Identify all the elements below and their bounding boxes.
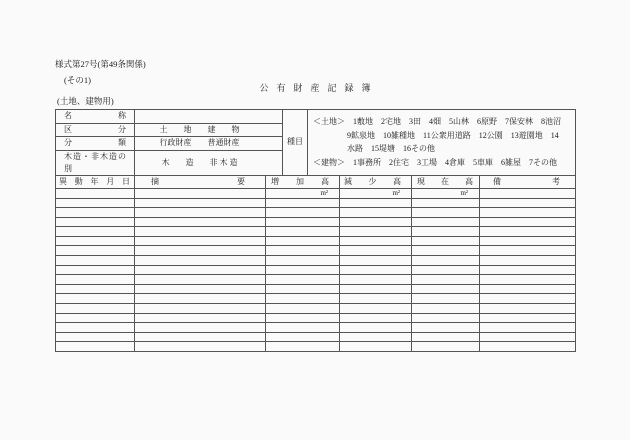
usage-note: (土地、建物用) <box>57 96 114 106</box>
record-cell-empty <box>412 198 480 208</box>
record-cell-empty <box>412 265 480 275</box>
record-cell-empty <box>135 313 266 323</box>
record-cell-empty <box>56 342 135 352</box>
col-balance: 現在高 <box>412 175 480 188</box>
record-cell-empty <box>266 217 340 227</box>
record-cell-empty <box>480 313 576 323</box>
record-cell-empty <box>412 332 480 342</box>
record-cell-empty <box>266 313 340 323</box>
record-cell-empty <box>480 294 576 304</box>
record-cell-empty <box>340 342 412 352</box>
category-label: 種目 <box>283 110 308 176</box>
category-legend <box>308 110 576 176</box>
record-row-empty <box>56 256 576 266</box>
record-cell-empty <box>56 284 135 294</box>
record-cell-empty <box>340 256 412 266</box>
property-info-table <box>55 109 576 176</box>
record-cell-empty <box>480 198 576 208</box>
col-change-date: 異動年月日 <box>56 175 135 188</box>
record-cell-empty <box>135 304 266 314</box>
record-row-empty <box>56 304 576 314</box>
tables-container <box>55 109 575 352</box>
construction-type-value: 木 造 非 木 造 <box>135 150 283 175</box>
division-value: 土 地 建 物 <box>135 123 283 137</box>
record-cell-empty <box>480 208 576 218</box>
record-cell-empty <box>266 332 340 342</box>
record-row-empty <box>56 208 576 218</box>
record-cell-empty <box>340 284 412 294</box>
record-row-empty <box>56 265 576 275</box>
record-row-empty <box>56 342 576 352</box>
record-cell-empty <box>340 198 412 208</box>
record-cell-empty <box>135 208 266 218</box>
record-cell-empty <box>340 236 412 246</box>
record-cell-empty <box>340 313 412 323</box>
record-row-empty <box>56 332 576 342</box>
record-cell-empty <box>340 323 412 333</box>
record-cell-empty <box>56 313 135 323</box>
record-cell-empty <box>480 342 576 352</box>
unit-row <box>56 188 576 198</box>
record-cell-empty <box>480 256 576 266</box>
record-cell-empty <box>135 246 266 256</box>
record-cell-empty <box>56 323 135 333</box>
record-cell-empty <box>135 294 266 304</box>
record-cell-empty <box>412 313 480 323</box>
record-cell-empty <box>56 236 135 246</box>
record-cell-empty <box>266 294 340 304</box>
construction-type-label: 木造・非木造の別 <box>56 150 135 175</box>
col-summary: 摘要 <box>135 175 266 188</box>
balance-unit: m² <box>412 188 480 198</box>
record-cell-empty <box>135 236 266 246</box>
record-cell-empty <box>135 342 266 352</box>
record-cell-empty <box>480 304 576 314</box>
record-cell-empty <box>480 323 576 333</box>
record-cell-empty <box>412 256 480 266</box>
record-row-empty <box>56 217 576 227</box>
record-cell-empty <box>480 332 576 342</box>
record-cell-empty <box>412 284 480 294</box>
record-cell-empty <box>56 332 135 342</box>
record-cell-empty <box>135 323 266 333</box>
document-title: 公有財産記録簿 <box>259 83 379 93</box>
record-cell-empty <box>135 284 266 294</box>
record-row-empty <box>56 294 576 304</box>
record-cell-empty <box>412 217 480 227</box>
record-cell-empty <box>412 275 480 285</box>
record-cell-empty <box>412 323 480 333</box>
unit-cell-empty-summary <box>135 188 266 198</box>
record-cell-empty <box>340 275 412 285</box>
record-cell-empty <box>412 304 480 314</box>
record-cell-empty <box>56 294 135 304</box>
record-cell-empty <box>266 323 340 333</box>
record-row-empty <box>56 198 576 208</box>
record-header-row <box>56 175 576 188</box>
record-cell-empty <box>412 294 480 304</box>
unit-cell-empty-remarks <box>480 188 576 198</box>
record-cell-empty <box>340 332 412 342</box>
record-cell-empty <box>135 217 266 227</box>
record-cell-empty <box>480 236 576 246</box>
record-cell-empty <box>340 304 412 314</box>
division-label: 区分 <box>56 123 135 137</box>
record-cell-empty <box>135 332 266 342</box>
record-cell-empty <box>266 198 340 208</box>
form-part-label: (その1) <box>64 75 91 85</box>
record-cell-empty <box>56 227 135 237</box>
land-legend-line-2: 9鉱泉地 10雑種地 11公衆用道路 12公園 13遊園地 14 <box>347 130 559 140</box>
col-remarks: 備考 <box>480 175 576 188</box>
record-row-empty <box>56 313 576 323</box>
record-cell-empty <box>480 284 576 294</box>
record-cell-empty <box>412 342 480 352</box>
land-legend-line-3: 水路 15堤塘 16その他 <box>347 144 435 154</box>
record-cell-empty <box>56 275 135 285</box>
record-cell-empty <box>340 294 412 304</box>
record-cell-empty <box>266 304 340 314</box>
building-legend-line: ＜建物＞ 1事務所 2住宅 3工場 4倉庫 5車庫 6雑屋 7その他 <box>313 157 557 167</box>
name-label: 名称 <box>56 110 135 124</box>
record-cell-empty <box>56 208 135 218</box>
record-cell-empty <box>266 227 340 237</box>
record-cell-empty <box>340 227 412 237</box>
record-cell-empty <box>135 275 266 285</box>
record-row-empty <box>56 275 576 285</box>
record-cell-empty <box>135 227 266 237</box>
record-cell-empty <box>480 227 576 237</box>
record-cell-empty <box>340 208 412 218</box>
record-cell-empty <box>412 227 480 237</box>
unit-cell-empty-date <box>56 188 135 198</box>
record-cell-empty <box>266 275 340 285</box>
classification-value: 行政財産 普通財産 <box>135 137 283 151</box>
record-cell-empty <box>266 236 340 246</box>
record-row-empty <box>56 236 576 246</box>
record-cell-empty <box>480 217 576 227</box>
record-cell-empty <box>266 256 340 266</box>
record-cell-empty <box>480 275 576 285</box>
record-cell-empty <box>266 265 340 275</box>
record-cell-empty <box>56 198 135 208</box>
land-legend-line-1: ＜土地＞ 1敷地 2宅地 3田 4畑 5山林 6原野 7保安林 8池沼 <box>313 117 561 127</box>
col-decrease: 減少高 <box>340 175 412 188</box>
record-cell-empty <box>56 217 135 227</box>
record-row-empty <box>56 246 576 256</box>
record-cell-empty <box>266 284 340 294</box>
classification-label: 分類 <box>56 137 135 151</box>
record-cell-empty <box>480 265 576 275</box>
record-cell-empty <box>340 265 412 275</box>
record-cell-empty <box>340 217 412 227</box>
record-cell-empty <box>135 265 266 275</box>
record-row-empty <box>56 284 576 294</box>
name-value <box>135 110 283 124</box>
increase-unit: m² <box>266 188 340 198</box>
form-number: 様式第27号(第49条関係) <box>55 59 146 69</box>
record-cell-empty <box>266 208 340 218</box>
record-cell-empty <box>266 246 340 256</box>
record-cell-empty <box>56 265 135 275</box>
record-row-empty <box>56 323 576 333</box>
decrease-unit: m² <box>340 188 412 198</box>
record-cell-empty <box>412 236 480 246</box>
col-increase: 増加高 <box>266 175 340 188</box>
record-cell-empty <box>340 246 412 256</box>
name-row <box>56 110 576 124</box>
record-cell-empty <box>135 198 266 208</box>
record-cell-empty <box>56 256 135 266</box>
record-cell-empty <box>135 256 266 266</box>
record-row-empty <box>56 227 576 237</box>
record-cell-empty <box>412 208 480 218</box>
record-table-body <box>56 198 576 352</box>
record-cell-empty <box>56 304 135 314</box>
record-cell-empty <box>480 246 576 256</box>
record-cell-empty <box>56 246 135 256</box>
record-cell-empty <box>412 246 480 256</box>
record-cell-empty <box>266 342 340 352</box>
record-table <box>55 175 576 353</box>
